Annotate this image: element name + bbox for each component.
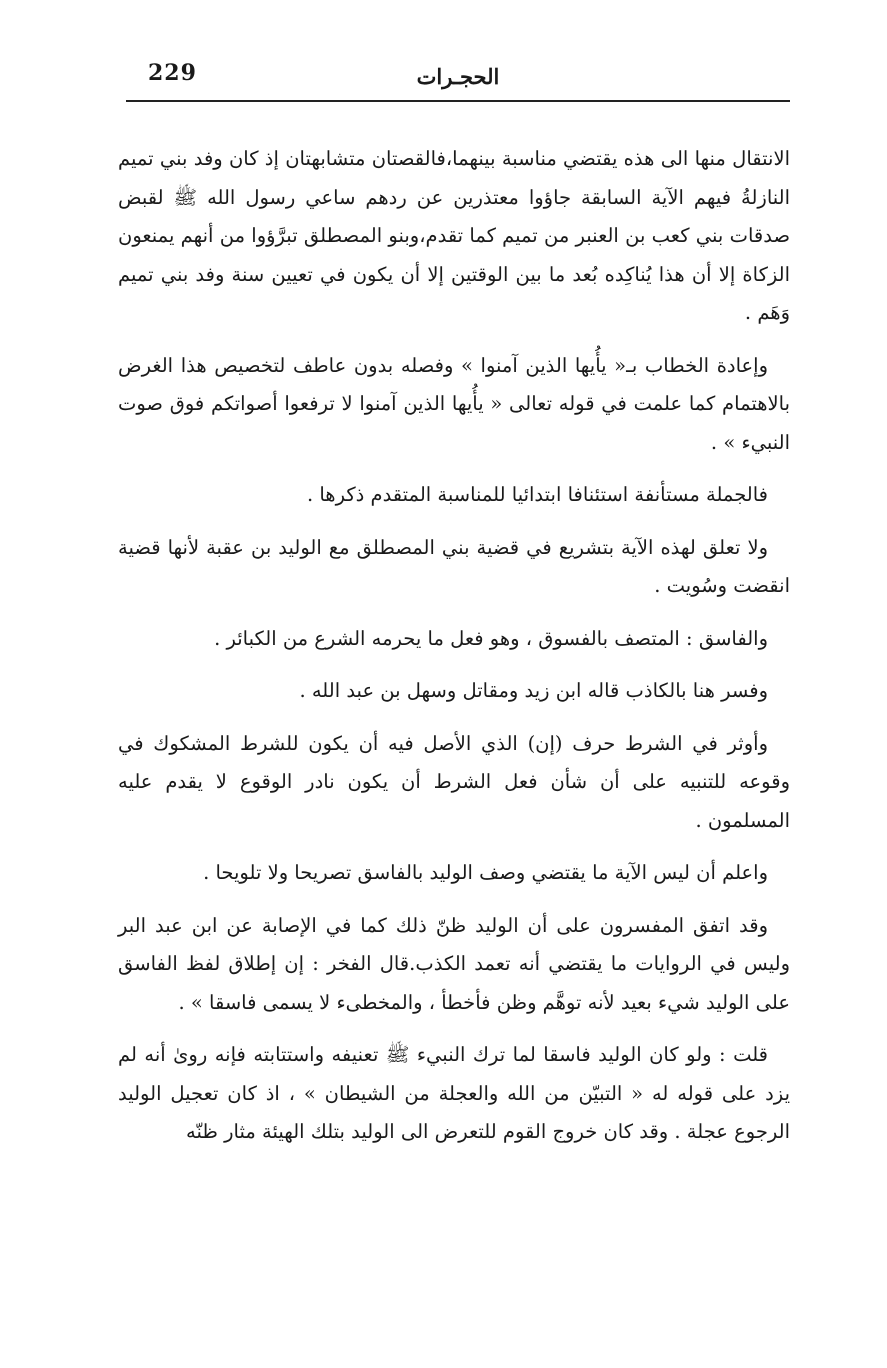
- body-text: [118, 140, 790, 1152]
- paragraph: الانتقال منها الى هذه يقتضي مناسبة بينهما،فالقصتان متشابهتان إذ كان وفد بني تميم النازلةُ فيهم الآية السابقة جاؤوا معتذرين عن ردهم ساعي رسول الله ﷺ لقبض صدقات بني كعب بن العنبر من تميم كما تقدم،وبنو المصطلق تبرَّؤوا من أنهم يمنعون الزكاة إلا أن هذا يُناكِده بُعد ما بين الوقتين إلا أن يكون في تعيين سنة وفد بني تميم وَهَم .: [118, 147, 790, 324]
- page-header: [126, 58, 790, 102]
- paragraph: واعلم أن ليس الآية ما يقتضي وصف الوليد بالفاسق تصريحا ولا تلويحا .: [203, 861, 768, 884]
- paragraph: فالجملة مستأنفة استئنافا ابتدائيا للمناسبة المتقدم ذكرها .: [306, 483, 768, 506]
- paragraph: وفسر هنا بالكاذب قاله ابن زيد ومقاتل وسهل بن عبد الله .: [299, 679, 768, 702]
- paragraph: والفاسق : المتصف بالفسوق ، وهو فعل ما يحرمه الشرع من الكبائر .: [214, 626, 768, 650]
- page-number: 229: [148, 60, 197, 86]
- header-rule: [126, 100, 790, 102]
- paragraph: وأوثر في الشرط حرف (إن) الذي الأصل فيه أن يكون للشرط المشكوك في وقوعه للتنبيه على أن شأن فعل الشرط أن يكون نادر الوقوع لا يقدم عليه المسلمون .: [118, 731, 790, 832]
- paragraph: وإعادة الخطاب بـ« يأُيها الذين آمنوا » وفصله بدون عاطف لتخصيص هذا الغرض بالاهتمام كما علمت في قوله تعالى « يأُيها الذين آمنوا لا ترفعوا أصواتكم فوق صوت النبيء » .: [118, 353, 790, 454]
- paragraph: ولا تعلق لهذه الآية بتشريع في قضية بني المصطلق مع الوليد بن عقبة لأنها قضية انقضت وسُويت .: [118, 535, 790, 597]
- paragraph: قلت : ولو كان الوليد فاسقا لما ترك النبيء ﷺ تعنيفه واستتابته فإنه روىٰ أنه لم يزد على قوله له « التبيّن من الله والعجلة من الشيطان » ، اذ كان تعجيل الوليد الرجوع عجلة . وقد كان خروج القوم للتعرض الى الوليد بتلك الهيئة مثار ظنّه: [118, 1043, 790, 1143]
- running-title: الحجـرات: [416, 64, 500, 89]
- paragraph: وقد اتفق المفسرون على أن الوليد ظنّ ذلك كما في الإصابة عن ابن عبد البر وليس في الروايات ما يقتضي أنه تعمد الكذب.قال الفخر : إن إطلاق لفظ الفاسق على الوليد شيء بعيد لأنه توهَّم وظن فأخطأ ، والمخطىء لا يسمى فاسقا » .: [118, 913, 790, 1014]
